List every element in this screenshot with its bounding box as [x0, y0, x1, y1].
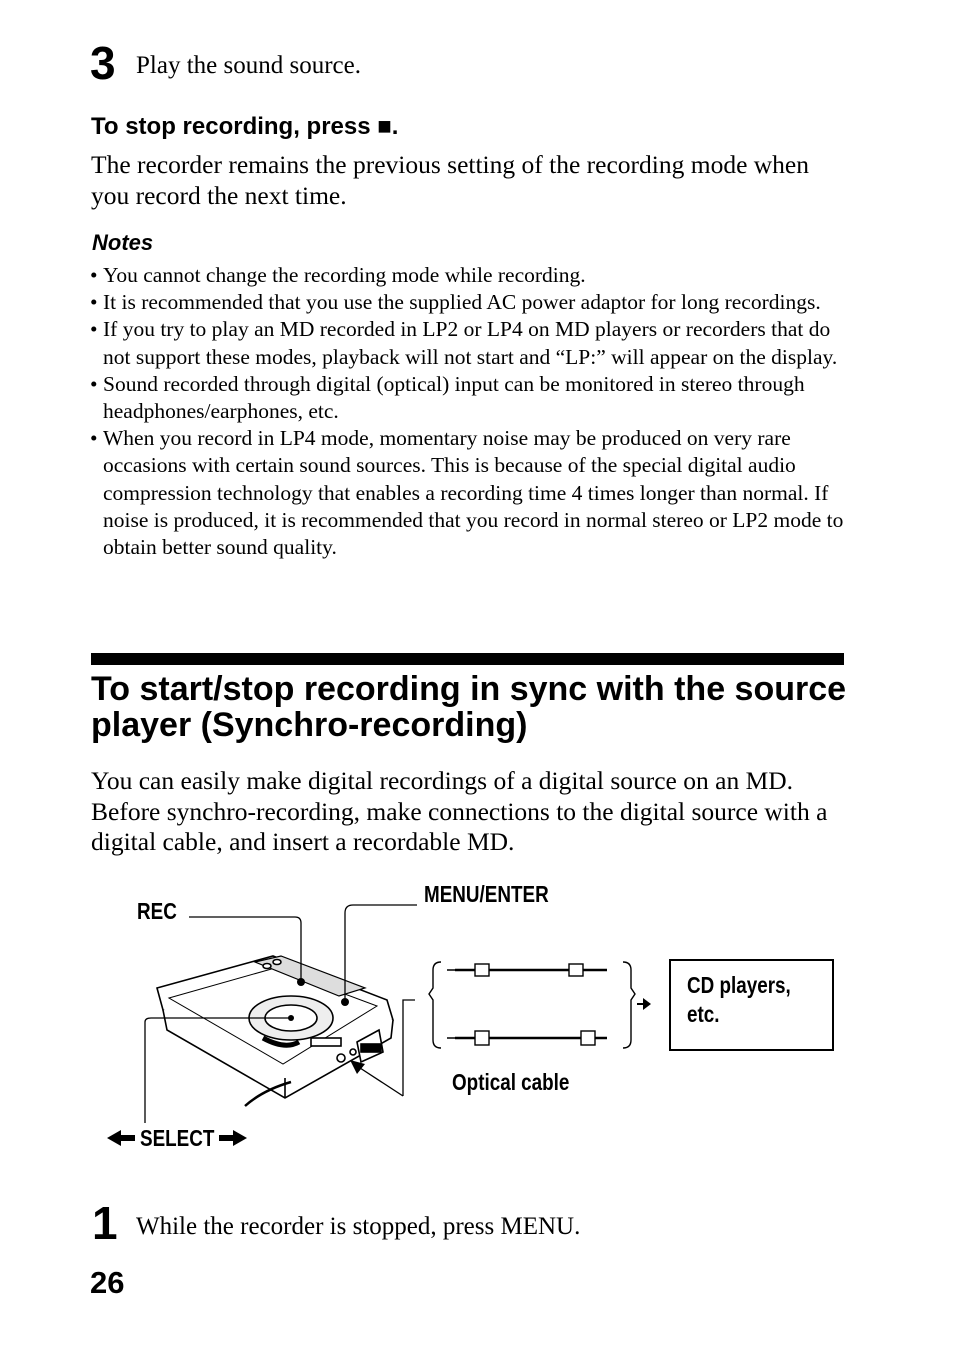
optical-cable-label: Optical cable	[452, 1069, 570, 1095]
note-item: • When you record in LP4 mode, momentary noise may be produced on very rare occasions with certain sound sources. This is because of the special digital audio compression technology that enables a recording time 4 times longer than normal. If noise is produced, it is recommended that you record in normal stereo or LP2 mode to obtain better sound quality.	[90, 426, 844, 560]
section-title: To start/stop recording in sync with the source player (Synchro-recording)	[91, 670, 847, 744]
step-text: While the recorder is stopped, press MENU.	[136, 1213, 581, 1240]
note-item: • You cannot change the recording mode while recording.	[90, 263, 586, 287]
note-item: • It is recommended that you use the supplied AC power adaptor for long recordings.	[90, 290, 821, 315]
connection-illustration	[95, 870, 855, 1170]
cd-players-label: CD players, etc.	[687, 972, 791, 1027]
select-label: SELECT	[140, 1125, 215, 1151]
note-item: • Sound recorded through digital (optical) input can be monitored in stereo through headphones/earphones, etc.	[90, 371, 805, 424]
notes-title: Notes	[92, 230, 154, 255]
step-number: 3	[90, 37, 116, 89]
rec-label: REC	[137, 898, 177, 924]
page-number: 26	[90, 1265, 125, 1300]
section-rule	[91, 653, 844, 665]
cd-players-box	[669, 959, 834, 1051]
notes-list	[90, 262, 845, 561]
step-number: 1	[92, 1197, 118, 1249]
section-intro: You can easily make digital recordings of a digital source on an MD. Before synchro-recording, make connections to the digital source with a digital cable, and insert a recordable MD.	[91, 766, 828, 856]
menu-enter-label: MENU/ENTER	[424, 881, 549, 907]
stop-recording-body: The recorder remains the previous setting of the recording mode when you record the next time.	[91, 150, 809, 210]
step-text: Play the sound source.	[136, 52, 361, 79]
stop-recording-heading: To stop recording, press ■.	[91, 113, 399, 140]
note-item: • If you try to play an MD recorded in LP2 or LP4 on MD players or recorders that do not support these modes, playback will not start and “LP:” will appear on the display.	[90, 317, 838, 369]
